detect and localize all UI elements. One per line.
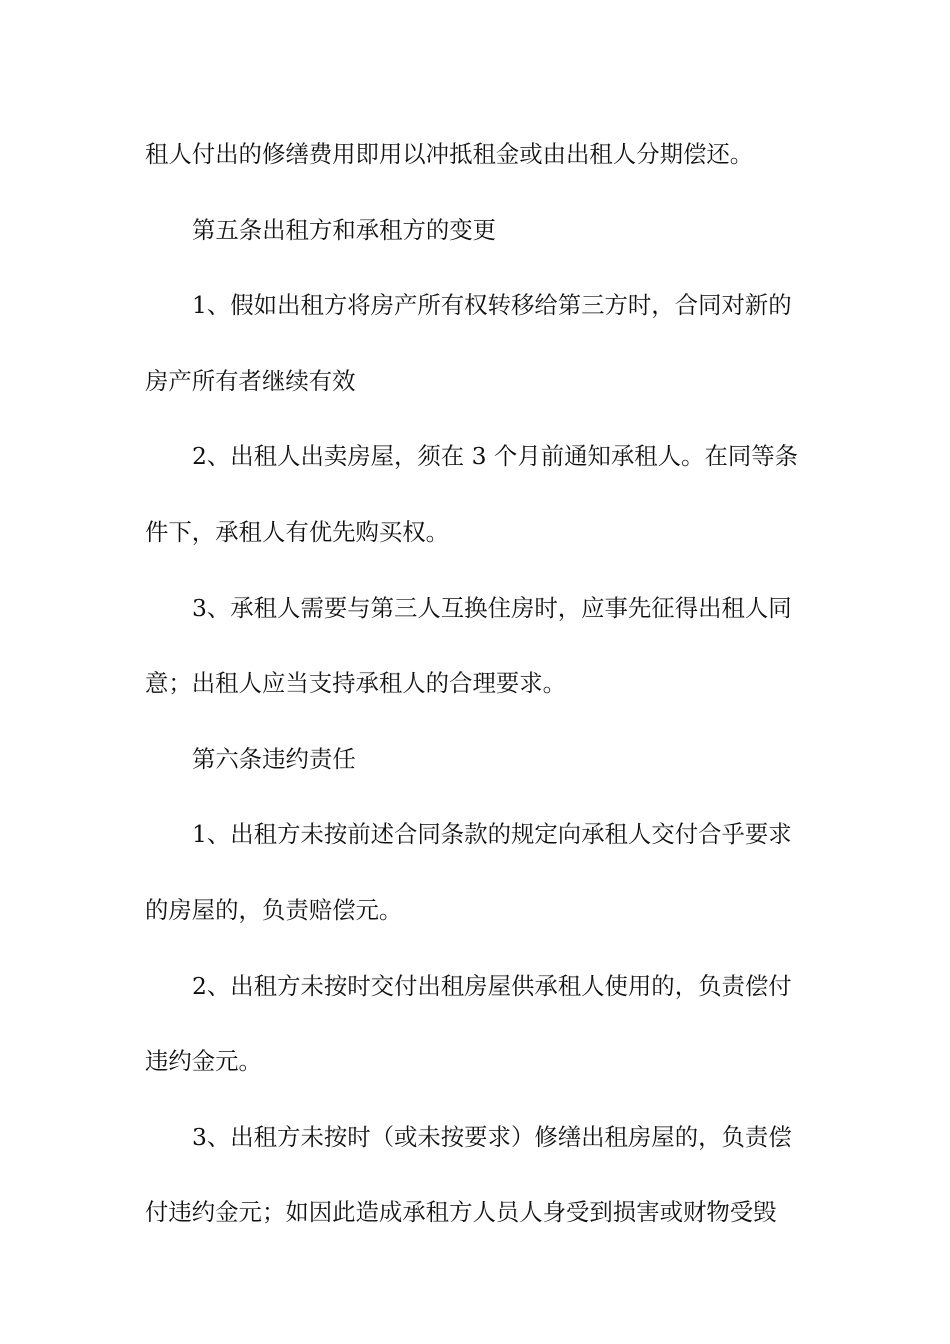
text-line: 1、假如出租方将房产所有权转移给第三方时，合同对新的 [192,291,792,320]
section-heading: 第六条违约责任 [192,744,356,773]
text-line: 付违约金元；如因此造成承租方人员人身受到损害或财物受毁 [145,1198,777,1227]
text-line: 违约金元。 [145,1047,262,1076]
text-line: 件下，承租人有优先购买权。 [145,517,450,546]
text-line: 2、出租人出卖房屋，须在 3 个月前通知承租人。在同等条 [192,442,799,471]
document-body [145,126,805,1260]
text-line: 意；出租人应当支持承租人的合理要求。 [145,669,567,698]
text-line: 的房屋的，负责赔偿元。 [145,895,403,924]
text-line: 房产所有者继续有效 [145,366,356,395]
text-line: 2、出租方未按时交付出租房屋供承租人使用的，负责偿付 [192,971,792,1000]
text-line: 租人付出的修缮费用即用以冲抵租金或由出租人分期偿还。 [145,140,754,168]
text-line: 1、出租方未按前述合同条款的规定向承租人交付合乎要求 [192,820,792,849]
text-line: 3、承租人需要与第三人互换住房时，应事先征得出租人同 [192,593,792,622]
section-heading: 第五条出租方和承租方的变更 [192,215,497,244]
text-line: 3、出租方未按时（或未按要求）修缮出租房屋的，负责偿 [192,1122,792,1151]
